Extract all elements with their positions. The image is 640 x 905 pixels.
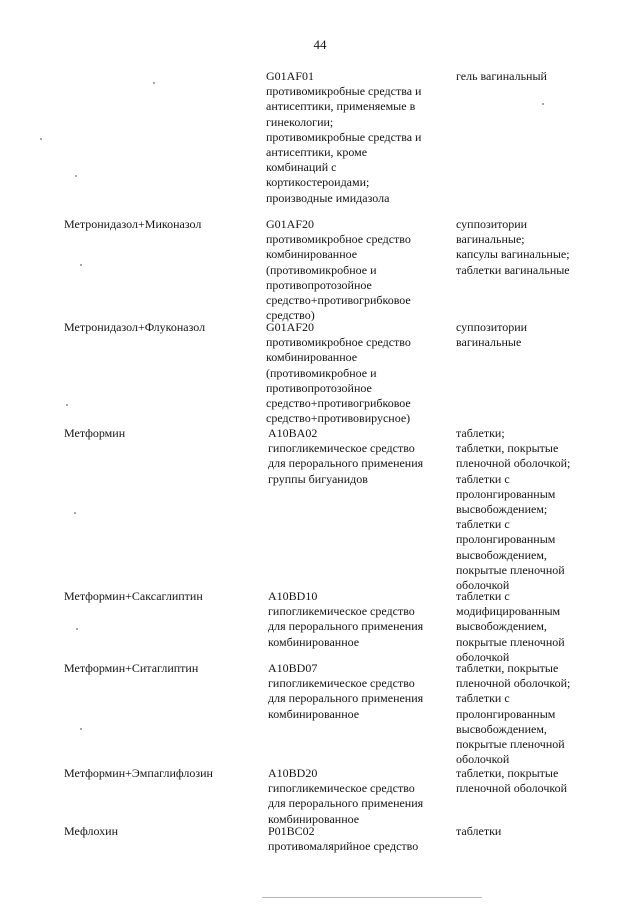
atc-code: A10BD10 <box>268 589 318 603</box>
dosage-form-line: высвобождением, <box>456 619 547 634</box>
atc-description-line: противомалярийное средство <box>268 839 419 854</box>
dosage-form-line: пролонгированным <box>456 486 556 501</box>
atc-description-line: комбинаций с <box>266 160 337 175</box>
atc-cell <box>268 426 446 487</box>
atc-code: G01AF20 <box>266 217 315 231</box>
dosage-form-line: оболочкой <box>456 752 510 767</box>
dosage-form-line: гель вагинальный <box>456 69 547 83</box>
atc-description-line: противомикробное средство <box>266 335 411 350</box>
dosage-form-line: пленочной оболочкой; <box>456 456 571 471</box>
atc-description-line: противомикробное средство <box>266 232 411 247</box>
drug-name: Метформин+Эмпаглифлозин <box>64 766 213 780</box>
dosage-form-line: таблетки с <box>456 471 510 486</box>
atc-description-line: комбинированное <box>268 811 360 826</box>
scan-edge-line <box>262 897 482 898</box>
atc-description-line: кортикостероидами; <box>266 175 370 190</box>
atc-description-line: комбинированное <box>266 350 358 365</box>
dosage-form-line: модифицированным <box>456 604 561 619</box>
atc-code: A10BD07 <box>268 661 318 675</box>
dosage-forms <box>456 320 631 350</box>
atc-description-line: противомикробные средства и <box>266 129 422 144</box>
dosage-forms <box>456 661 631 767</box>
atc-code: G01AF01 <box>266 69 315 83</box>
atc-description-line: (противомикробное и <box>266 262 377 277</box>
scan-speck <box>76 628 78 630</box>
atc-description-line: группы бигуанидов <box>268 471 368 486</box>
atc-description-line: для перорального применения <box>268 691 424 706</box>
atc-description-line: гипогликемическое средство <box>268 676 415 691</box>
dosage-form-line: оболочкой <box>456 649 510 664</box>
dosage-form-line: пленочной оболочкой <box>456 781 568 796</box>
atc-description-line: комбинированное <box>268 634 360 649</box>
dosage-form-line: покрытые пленочной <box>456 737 565 752</box>
atc-description-line: комбинированное <box>268 706 360 721</box>
scan-speck <box>40 138 42 140</box>
atc-description-line: комбинированное <box>266 247 358 262</box>
atc-cell <box>268 824 446 854</box>
atc-cell <box>268 661 446 722</box>
dosage-form-line: капсулы вагинальные; <box>456 247 570 262</box>
dosage-forms <box>456 766 631 796</box>
atc-cell <box>266 69 444 206</box>
atc-code: G01AF20 <box>266 320 315 334</box>
atc-description-line: противопротозойное <box>266 380 372 395</box>
atc-description-line: гинекологии; <box>266 114 334 129</box>
dosage-form-line: таблетки; <box>456 426 505 440</box>
dosage-forms <box>456 589 631 665</box>
dosage-form-line: таблетки, покрытые <box>456 766 559 780</box>
dosage-form-line: высвобождением, <box>456 547 547 562</box>
dosage-form-line: таблетки <box>456 824 502 838</box>
atc-description-line: средство+противогрибковое <box>266 293 411 308</box>
atc-description-line: (противомикробное и <box>266 365 377 380</box>
scan-speck <box>80 264 82 266</box>
scan-speck <box>153 82 155 84</box>
atc-cell <box>268 766 446 827</box>
atc-description-line: для перорального применения <box>268 456 424 471</box>
atc-description-line: антисептики, кроме <box>266 145 368 160</box>
scan-speck <box>542 103 544 105</box>
atc-description-line: противомикробные средства и <box>266 84 422 99</box>
dosage-forms <box>456 69 631 84</box>
atc-code: A10BD20 <box>268 766 318 780</box>
drug-name: Метронидазол+Флуконазол <box>64 320 206 334</box>
dosage-form-line: таблетки вагинальные <box>456 262 570 277</box>
atc-description-line: для перорального применения <box>268 619 424 634</box>
dosage-form-line: покрытые пленочной <box>456 562 565 577</box>
atc-cell <box>266 217 444 323</box>
dosage-form-line: покрытые пленочной <box>456 634 565 649</box>
atc-description-line: гипогликемическое средство <box>268 604 415 619</box>
dosage-form-line: высвобождением; <box>456 502 548 517</box>
scan-speck <box>75 175 77 177</box>
dosage-forms <box>456 217 631 278</box>
atc-description-line: средство) <box>266 308 315 323</box>
drug-name: Метформин <box>64 426 126 440</box>
drug-name: Метформин+Саксаглиптин <box>64 589 203 603</box>
dosage-forms <box>456 824 631 839</box>
drug-name: Мефлохин <box>64 824 118 838</box>
dosage-form-line: суппозитории <box>456 217 528 231</box>
atc-code: A10BA02 <box>268 426 318 440</box>
atc-description-line: противопротозойное <box>266 277 372 292</box>
scan-speck <box>74 512 76 514</box>
atc-cell <box>266 320 444 426</box>
dosage-form-line: высвобождением, <box>456 721 547 736</box>
drug-name: Метформин+Ситаглиптин <box>64 661 199 675</box>
dosage-form-line: таблетки, покрытые <box>456 661 559 675</box>
atc-description-line: производные имидазола <box>266 190 390 205</box>
scan-speck <box>66 404 68 406</box>
atc-cell <box>268 589 446 650</box>
atc-description-line: антисептики, применяемые в <box>266 99 416 114</box>
dosage-form-line: пролонгированным <box>456 706 556 721</box>
atc-description-line: средство+противогрибковое <box>266 396 411 411</box>
atc-description-line: для перорального применения <box>268 796 424 811</box>
atc-description-line: гипогликемическое средство <box>268 781 415 796</box>
dosage-form-line: таблетки с <box>456 691 510 706</box>
atc-description-line: гипогликемическое средство <box>268 441 415 456</box>
dosage-form-line: таблетки с <box>456 517 510 532</box>
dosage-form-line: вагинальные; <box>456 232 525 247</box>
dosage-form-line: вагинальные <box>456 335 522 350</box>
dosage-form-line: пленочной оболочкой; <box>456 676 571 691</box>
drug-name: Метронидазол+Миконазол <box>64 217 202 231</box>
atc-code: P01BC02 <box>268 824 315 838</box>
dosage-form-line: оболочкой <box>456 578 510 593</box>
dosage-form-line: таблетки, покрытые <box>456 441 559 456</box>
dosage-form-line: пролонгированным <box>456 532 556 547</box>
scan-speck <box>80 728 82 730</box>
dosage-form-line: таблетки с <box>456 589 510 603</box>
page-number: 44 <box>313 37 327 52</box>
dosage-forms <box>456 426 631 593</box>
atc-description-line: средство+противовирусное) <box>266 411 411 426</box>
dosage-form-line: суппозитории <box>456 320 528 334</box>
